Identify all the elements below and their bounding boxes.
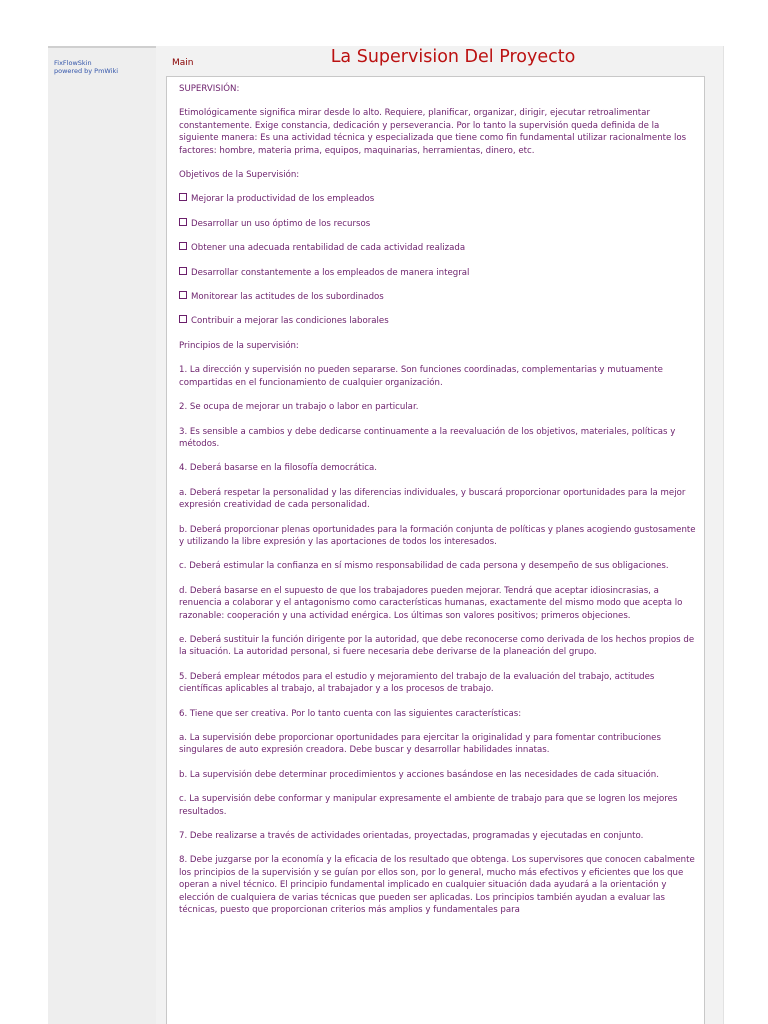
principle-paragraph: 1. La dirección y supervisión no pueden separarse. Son funciones coordinadas, complementarias y mutuamente compartidas en el funcionamiento de cualquier organización. xyxy=(179,365,663,388)
principle-paragraph: a. La supervisión debe proporcionar oportunidades para ejercitar la originalidad y para fomentar contribuciones singulares de auto expresión creadora. Debe buscar y desarrollar habilidades innatas. xyxy=(179,733,661,756)
breadcrumb-main-link[interactable]: Main xyxy=(172,58,194,68)
principle-paragraph: d. Deberá basarse en el supuesto de que los trabajadores pueden mejorar. Tendrá que aceptar idiosincrasias, a renuencia a colaborar y el antagonismo como características humanas, exactamente del mismo modo que acepta lo razonable: cooperación y una actividad enérgica. Los últimas son valores positivos; primeros objeciones. xyxy=(179,585,683,621)
objective-item: Desarrollar un uso óptimo de los recursos xyxy=(179,218,696,230)
principle-paragraph: 3. Es sensible a cambios y debe dedicarse continuamente a la reevaluación de los objetivos, materiales, políticas y métodos. xyxy=(179,426,676,449)
article-content xyxy=(166,76,705,1024)
principle-paragraph: 2. Se ocupa de mejorar un trabajo o labor en particular. xyxy=(179,402,419,413)
objective-item: Desarrollar constantemente a los empleados de manera integral xyxy=(179,267,696,279)
section-heading-principles: Principios de la supervisión: xyxy=(179,340,299,351)
principle-paragraph: 5. Deberá emplear métodos para el estudio y mejoramiento del trabajo de la evaluación del trabajo, actitudes científicas aplicables al trabajo, al trabajador y a los procesos de trabajo. xyxy=(179,671,655,695)
paragraph-definition: Etimológicamente significa mirar desde lo alto. Requiere, planificar, organizar, dirigir, ejecutar retroalimentar constantemente. Exige constancia, dedicación y perseverancia. Por lo tanto la supervisión queda definida de la siguiente manera: Es una actividad técnica y especializada que tiene como fin fundamental utilizar racionalmente los factores: hombre, materia prima, equipos, maquinarias, herramientas, dinero, etc. xyxy=(179,108,687,156)
section-heading-objectives: Objetivos de la Supervisión: xyxy=(179,170,300,181)
sidebar-brand xyxy=(54,59,118,75)
objective-item: Contribuir a mejorar las condiciones laborales xyxy=(179,315,696,327)
objective-item: Mejorar la productividad de los empleados xyxy=(179,193,696,205)
principle-paragraph: 7. Debe realizarse a través de actividades orientadas, proyectadas, programadas y ejecutadas en conjunto. xyxy=(179,831,644,842)
sidebar xyxy=(48,46,156,1024)
checkbox-square-icon xyxy=(179,218,187,226)
checkbox-square-icon xyxy=(179,242,187,250)
page-title: La Supervision Del Proyecto xyxy=(330,47,576,67)
principle-paragraph: e. Deberá sustituir la función dirigente por la autoridad, que debe reconocerse como derivada de los hechos propios de la situación. La autoridad personal, si fuere necesaria debe derivarse de la planeación del grupo. xyxy=(179,634,695,658)
section-heading-supervision: SUPERVISIÓN: xyxy=(179,84,240,94)
principle-paragraph: a. Deberá respetar la personalidad y las diferencias individuales, y buscará proporcionar oportunidades para la mejor expresión creatividad de cada personalidad. xyxy=(179,487,686,511)
principle-paragraph: 8. Debe juzgarse por la economía y la eficacia de los resultado que obtenga. Los supervisores que conocen cabalmente los principios de la supervisión y se guían por ellos son, por lo general, mucho más efectivos y eficientes que los que operan a nivel técnico. El principio fundamental implicado en cualquier situación dada ayudará a la orientación y elección de cualquiera de varias técnicas que pueden ser aplicadas. Los principios también ayudan a evaluar las técnicas, puesto que proporcionan criterios más amplios y fundamentales para xyxy=(179,855,695,916)
objective-item: Obtener una adecuada rentabilidad de cada actividad realizada xyxy=(179,242,696,254)
checkbox-square-icon xyxy=(179,291,187,299)
brand-name-link[interactable]: FixFlowSkin xyxy=(54,59,92,67)
objective-item: Monitorear las actitudes de los subordinados xyxy=(179,291,696,303)
powered-by-link[interactable]: powered by PmWiki xyxy=(54,67,119,75)
principle-paragraph: b. Deberá proporcionar plenas oportunidades para la formación conjunta de políticas y planes acogiendo gustosamente y utilizando la libre expresión y las aportaciones de todos los interesados. xyxy=(179,524,696,547)
checkbox-square-icon xyxy=(179,315,187,323)
checkbox-square-icon xyxy=(179,267,187,275)
checkbox-square-icon xyxy=(179,193,187,201)
principle-paragraph: 4. Deberá basarse en la filosofía democrática. xyxy=(179,463,378,474)
principle-paragraph: b. La supervisión debe determinar procedimientos y acciones basándose en las necesidades de cada situación. xyxy=(179,769,659,780)
principle-paragraph: c. La supervisión debe conformar y manipular expresamente el ambiente de trabajo para que se logren los mejores resultados. xyxy=(179,794,678,817)
principle-paragraph: 6. Tiene que ser creativa. Por lo tanto cuenta con las siguientes características: xyxy=(179,708,522,719)
principle-paragraph: c. Deberá estimular la confianza en sí mismo responsabilidad de cada persona y desempeño de sus obligaciones. xyxy=(179,561,669,572)
